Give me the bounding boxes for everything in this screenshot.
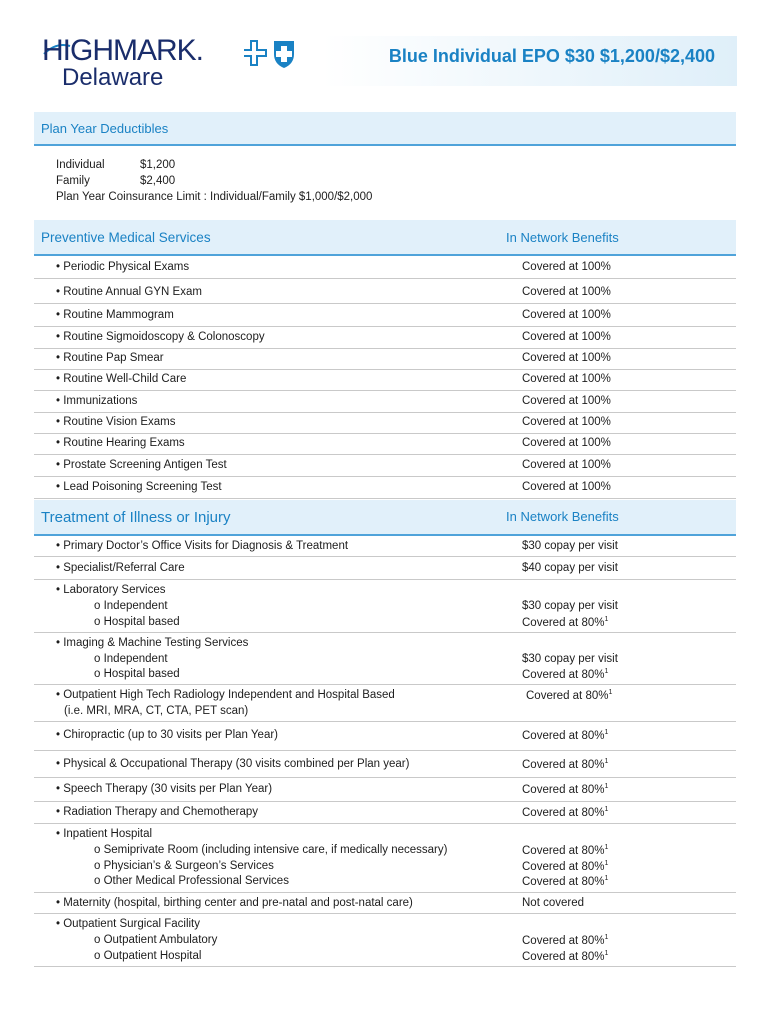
preventive-band [34, 220, 736, 256]
preventive-item-value: Covered at 100% [522, 437, 611, 449]
imaging-hospital-label: o Hospital based [94, 668, 180, 680]
physical-therapy-value: Covered at 80%$^1$ [522, 758, 609, 771]
radiology-label: • Outpatient High Tech Radiology Independent and Hospital Based [56, 689, 395, 701]
divider [34, 579, 736, 580]
lab-hospital-label: o Hospital based [94, 616, 180, 628]
divider [34, 412, 736, 413]
preventive-item-label: • Lead Poisoning Screening Test [56, 481, 222, 493]
inpatient-physician-value: Covered at 80%$^1$ [522, 860, 609, 873]
divider [34, 369, 736, 370]
preventive-item-value: Covered at 100% [522, 309, 611, 321]
family-value: $2,400 [140, 175, 176, 187]
preventive-item-value: Covered at 100% [522, 352, 611, 364]
page-title: Blue Individual EPO $30 $1,200/$2,400 [388, 46, 715, 66]
preventive-item-label: • Routine Well-Child Care [56, 373, 187, 385]
radiation-label: • Radiation Therapy and Chemotherapy [56, 806, 258, 818]
divider [34, 777, 736, 778]
divider [34, 632, 736, 633]
preventive-item-label: • Routine Vision Exams [56, 416, 176, 428]
divider [34, 684, 736, 685]
divider [34, 476, 736, 477]
divider [34, 892, 736, 893]
maternity-value: Not covered [522, 897, 585, 909]
preventive-item-label: • Periodic Physical Exams [56, 261, 190, 273]
treatment-band [34, 500, 736, 536]
surgical-ambulatory-value: Covered at 80%$^1$ [522, 934, 609, 947]
divider [34, 556, 736, 557]
inpatient-other-value: Covered at 80%$^1$ [522, 875, 609, 888]
speech-therapy-label: • Speech Therapy (30 visits per Plan Year) [56, 783, 273, 795]
treatment-heading: Treatment of Illness or Injury [41, 509, 231, 526]
divider [34, 278, 736, 279]
preventive-heading: Preventive Medical Services [41, 230, 211, 245]
chiropractic-label: • Chiropractic (up to 30 visits per Plan Year) [56, 729, 278, 741]
preventive-column-header: In Network Benefits [506, 230, 619, 245]
blue-cross-blue-shield-icon [244, 38, 304, 70]
inpatient-physician-label: o Physician’s & Surgeon’s Services [94, 860, 274, 872]
surgical-ambulatory-label: o Outpatient Ambulatory [94, 934, 218, 946]
primary-doctor-label: • Primary Doctor’s Office Visits for Diagnosis & Treatment [56, 540, 349, 552]
preventive-item-value: Covered at 100% [522, 373, 611, 385]
family-label: Family [56, 175, 90, 187]
speech-therapy-value: Covered at 80%$^1$ [522, 783, 609, 796]
imaging-independent-value: $30 copay per visit [522, 653, 618, 665]
lab-label: • Laboratory Services [56, 584, 166, 596]
deductibles-heading: Plan Year Deductibles [41, 121, 169, 136]
surgical-hospital-label: o Outpatient Hospital [94, 950, 202, 962]
individual-value: $1,200 [140, 159, 176, 171]
preventive-item-label: • Routine Pap Smear [56, 352, 164, 364]
imaging-hospital-value: Covered at 80%$^1$ [522, 668, 609, 681]
coinsurance-limit: Plan Year Coinsurance Limit : Individual/Family $1,000/$2,000 [56, 191, 373, 203]
preventive-item-value: Covered at 100% [522, 286, 611, 298]
physical-therapy-label: • Physical & Occupational Therapy (30 visits combined per Plan year) [56, 758, 410, 770]
preventive-item-label: • Immunizations [56, 395, 138, 407]
preventive-item-label: • Routine Annual GYN Exam [56, 286, 202, 298]
imaging-independent-label: o Independent [94, 653, 168, 665]
preventive-item-value: Covered at 100% [522, 459, 611, 471]
divider [34, 326, 736, 327]
preventive-item-label: • Prostate Screening Antigen Test [56, 459, 227, 471]
inpatient-label: • Inpatient Hospital [56, 828, 153, 840]
specialist-label: • Specialist/Referral Care [56, 562, 185, 574]
radiology-label-detail: (i.e. MRI, MRA, CT, CTA, PET scan) [64, 705, 249, 717]
lab-hospital-value: Covered at 80%$^1$ [522, 616, 609, 629]
chiropractic-value: Covered at 80%$^1$ [522, 729, 609, 742]
divider [34, 721, 736, 722]
maternity-label: • Maternity (hospital, birthing center and pre-natal and post-natal care) [56, 897, 413, 909]
treatment-column-header: In Network Benefits [506, 509, 619, 524]
inpatient-room-label: o Semiprivate Room (including intensive care, if medically necessary) [94, 844, 448, 856]
inpatient-other-label: o Other Medical Professional Services [94, 875, 289, 887]
deductibles-band [34, 112, 736, 146]
divider [34, 966, 736, 967]
divider [34, 303, 736, 304]
divider [34, 801, 736, 802]
preventive-item-value: Covered at 100% [522, 331, 611, 343]
lab-independent-value: $30 copay per visit [522, 600, 618, 612]
title-banner [322, 36, 737, 86]
divider [34, 750, 736, 751]
radiology-value: Covered at 80%$^1$ [526, 689, 613, 702]
preventive-item-value: Covered at 100% [522, 261, 611, 273]
individual-label: Individual [56, 159, 105, 171]
lab-independent-label: o Independent [94, 600, 168, 612]
preventive-item-value: Covered at 100% [522, 481, 611, 493]
preventive-item-value: Covered at 100% [522, 395, 611, 407]
divider [34, 390, 736, 391]
divider [34, 823, 736, 824]
radiation-value: Covered at 80%$^1$ [522, 806, 609, 819]
preventive-item-label: • Routine Hearing Exams [56, 437, 185, 449]
divider [34, 454, 736, 455]
divider [34, 913, 736, 914]
highmark-logo [42, 34, 272, 94]
preventive-item-value: Covered at 100% [522, 416, 611, 428]
surgical-label: • Outpatient Surgical Facility [56, 918, 201, 930]
specialist-value: $40 copay per visit [522, 562, 618, 574]
surgical-hospital-value: Covered at 80%$^1$ [522, 950, 609, 963]
primary-doctor-value: $30 copay per visit [522, 540, 618, 552]
imaging-label: • Imaging & Machine Testing Services [56, 637, 249, 649]
preventive-item-label: • Routine Mammogram [56, 309, 174, 321]
logo-region: Delaware [62, 64, 164, 91]
divider [34, 498, 736, 499]
preventive-item-label: • Routine Sigmoidoscopy & Colonoscopy [56, 331, 265, 343]
divider [34, 433, 736, 434]
logo-brand: HIGHMARK. [42, 34, 204, 67]
inpatient-room-value: Covered at 80%$^1$ [522, 844, 609, 857]
divider [34, 348, 736, 349]
